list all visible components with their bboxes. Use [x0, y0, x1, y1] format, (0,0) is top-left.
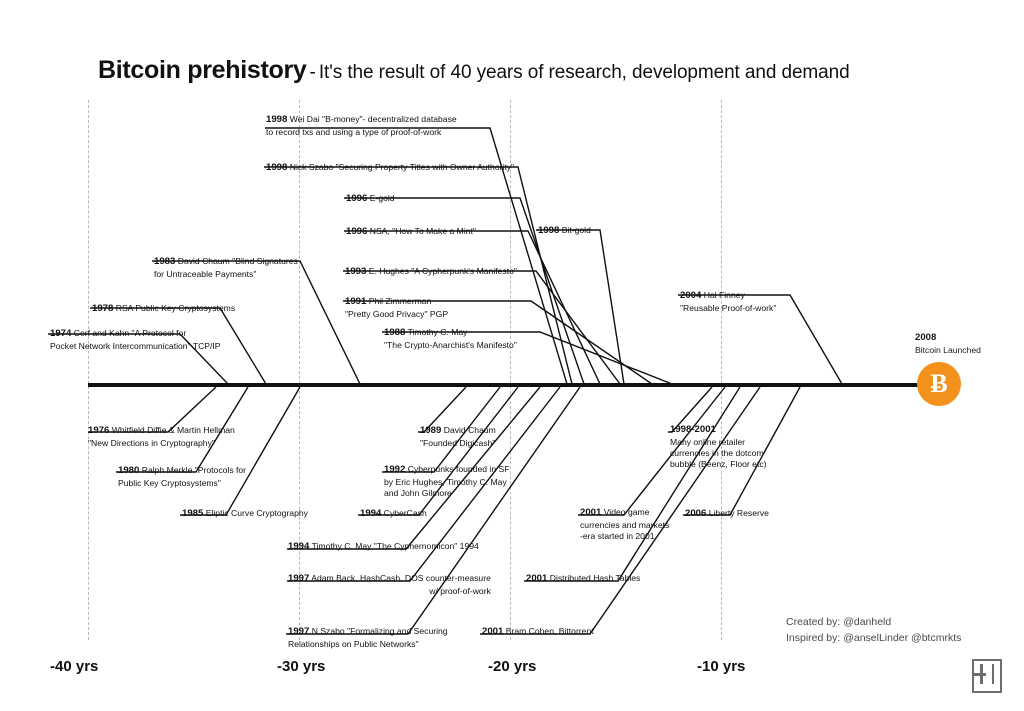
- event-1989-david-chaum-digicash: 1989 David Chaum "Founded Digicash": [420, 425, 496, 448]
- event-1997-adam-back-hashcash: 1997 Adam Back, HashCash, DOS counter-measure w/ proof-of-work: [288, 573, 491, 596]
- event-2001-distributed-hash-tables: 2001 Distributed Hash Tables: [526, 573, 641, 584]
- event-1998-bit-gold: 1998 Bit-gold: [538, 225, 591, 236]
- axis-label-20: -20 yrs: [488, 658, 537, 675]
- timeline-axis: [88, 383, 926, 387]
- event-2001-video-game-currencies: 2001 Video game currencies and markets -era started in 2001: [580, 507, 670, 541]
- guide-line-40: [88, 100, 89, 640]
- event-2001-bram-cohen-bittorrent: 2001 Bram Cohen, Bittorrent: [482, 626, 594, 637]
- event-1991-phil-zimmerman: 1991 Phil Zimmerman "Pretty Good Privacy" PGP: [345, 296, 449, 319]
- axis-label-40: -40 yrs: [50, 658, 99, 675]
- title-main: Bitcoin prehistory: [98, 56, 307, 84]
- event-1994-cybercash: 1994 CyberCash: [360, 508, 427, 519]
- event-1983-david-chaum: 1983 David Chaum "Blind Signatures for Untraceable Payments": [154, 256, 298, 279]
- event-1992-cyberpunks: 1992 Cyberpunks founded in SF by Eric Hughes, Timothy C. May and John Gilmore: [384, 464, 510, 498]
- credits: [786, 614, 961, 647]
- page-title: [98, 56, 850, 85]
- event-1997-nick-szabo-formalizing: 1997 N.Szabo "Formalizing and Securing Relationships on Public Networks": [288, 626, 448, 649]
- event-1985-elliptic-curve: 1985 Eliptic Curve Cryptography: [182, 508, 308, 519]
- bitcoin-coin-icon: [917, 362, 961, 406]
- event-1998-wei-dai: 1998 Wei Dai "B-money"- decentralized database to record txs and using a type of proof-of-work: [266, 114, 457, 137]
- event-2006-liberty-reserve: 2006 Liberty Reserve: [685, 508, 769, 519]
- guide-line-20: [510, 100, 511, 640]
- axis-label-30: -30 yrs: [277, 658, 326, 675]
- event-1998-nick-szabo: 1998 Nick Szabo "Securing Property Titles with Owner Authority": [266, 162, 515, 173]
- event-1974-cerf-kahn: 1974 Cerf and Kahn "A Protocol for Pocket Network Intercommunication" TCP/IP: [50, 328, 221, 351]
- event-1996-e-gold: 1996 E-gold: [346, 193, 395, 204]
- event-1998-2001-dotcom: 1998-2001 Many online retailer currencies in the dotcom bubble (Beenz, Floor etc): [670, 424, 767, 470]
- event-1993-e-hughes: 1993 E. Hughes "A Cypherpunk's Manifesto": [345, 266, 517, 277]
- event-1978-rsa: 1978 RSA Public Key Cryptosystems: [92, 303, 236, 314]
- title-dash: -: [309, 62, 316, 83]
- credits-inspired-by: Inspired by: @anselLinder @btcmrkts: [786, 632, 962, 645]
- event-2004-hal-finney: 2004 Hal Finney "Reusable Proof-of-work": [680, 290, 777, 313]
- event-1976-diffie-hellman: 1976 Whitfield Diffie & Martin Hellman "New Directions in Cryptography": [88, 425, 235, 448]
- credits-created-by: Created by: @danheld: [786, 616, 892, 628]
- event-1988-timothy-may: 1988 Timothy C. May "The Crypto-Anarchist's Manifesto": [384, 327, 517, 350]
- endpoint-label: 2008 Bitcoin Launched: [915, 332, 981, 355]
- guide-line-10: [721, 100, 722, 640]
- brand-logo-icon: [972, 659, 1002, 693]
- event-1996-nsa: 1996 NSA, "How To Make a Mint": [346, 226, 476, 237]
- title-subtitle: It's the result of 40 years of research, development and demand: [318, 62, 850, 83]
- bitcoin-symbol: Ƀ: [930, 369, 948, 398]
- event-1994-cyphernomicon: 1994 Timothy C. May "The Cyphernomicon" 1994: [288, 541, 479, 552]
- axis-label-10: -10 yrs: [697, 658, 746, 675]
- guide-line-30: [299, 100, 300, 640]
- event-1980-ralph-merkle: 1980 Ralph Merkle "Protocols for Public Key Cryptosystems": [118, 465, 247, 488]
